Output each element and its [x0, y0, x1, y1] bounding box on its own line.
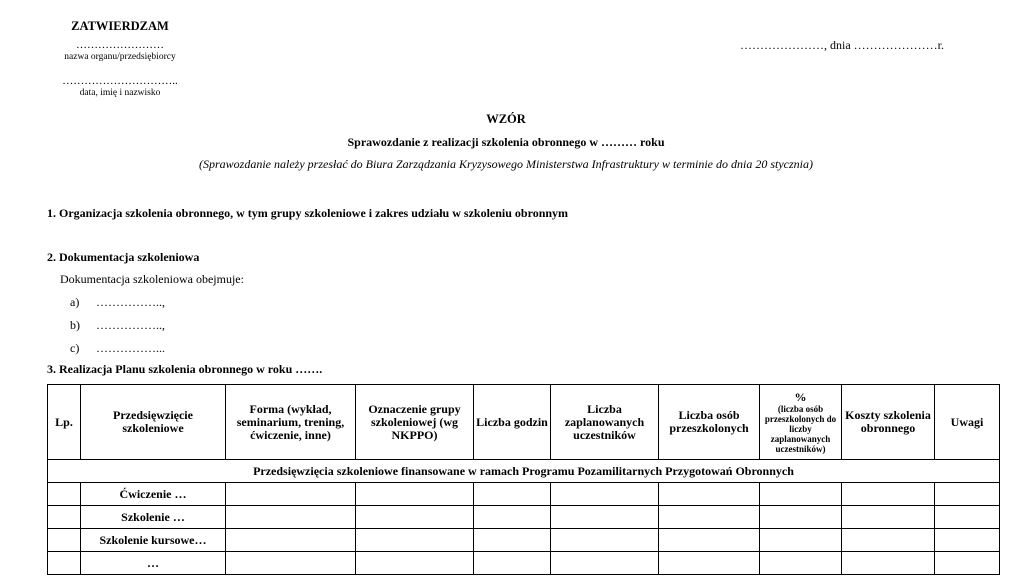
- table-row: [48, 552, 1000, 575]
- header-oznaczenie: Oznaczenie grupy szkoleniowej (wg NKPPO): [356, 385, 474, 460]
- table-cell: [474, 529, 551, 552]
- table-cell: [935, 483, 1000, 506]
- list-item-label: c): [70, 341, 80, 355]
- table-cell: [226, 552, 356, 575]
- table-cell: [842, 506, 935, 529]
- header-uwagi: Uwagi: [935, 385, 1000, 460]
- table-row: [48, 506, 1000, 529]
- table-cell: [226, 483, 356, 506]
- table-cell: [48, 552, 81, 575]
- list-item-text: ……………..,: [96, 318, 165, 332]
- row-label: …: [81, 552, 226, 575]
- list-item: [70, 318, 165, 333]
- table-cell: [551, 506, 659, 529]
- table-cell: [551, 483, 659, 506]
- table-cell: [760, 552, 842, 575]
- table-cell: [760, 483, 842, 506]
- table-cell: [842, 529, 935, 552]
- approval-block: [40, 18, 200, 99]
- row-label: Szkolenie kursowe…: [81, 529, 226, 552]
- date-dots: …………………………..: [62, 75, 178, 87]
- table-cell: [48, 529, 81, 552]
- list-item-text: ……………...: [96, 341, 165, 355]
- row-label: Szkolenie …: [81, 506, 226, 529]
- section-2-heading: 2. Dokumentacja szkoleniowa: [47, 250, 200, 264]
- table-cell: [356, 529, 474, 552]
- wzor-heading: WZÓR: [486, 112, 526, 126]
- section-row-label: Przedsięwzięcia szkoleniowe finansowane w ramach Programu Pozamilitarnych Przygotowań Obronnych: [48, 460, 1000, 483]
- list-item: [70, 295, 165, 310]
- table-cell: [226, 506, 356, 529]
- list-item-text: ……………..,: [96, 295, 165, 309]
- table-cell: [356, 483, 474, 506]
- date-label: data, imię i nazwisko: [79, 88, 161, 98]
- table-cell: [356, 506, 474, 529]
- list-item-label: a): [70, 295, 80, 309]
- organ-dots: ……………………: [76, 39, 164, 51]
- report-title: Sprawozdanie z realizacji szkolenia obronnego w ……… roku: [347, 135, 665, 149]
- header-liczba-przeszkolonych: Liczba osób przeszkolonych: [659, 385, 760, 460]
- table-cell: [760, 506, 842, 529]
- table-row: [48, 483, 1000, 506]
- table-cell: [935, 506, 1000, 529]
- header-procent-symbol: %: [794, 389, 807, 404]
- table-cell: [226, 529, 356, 552]
- table-cell: [659, 529, 760, 552]
- table-header-row: [48, 385, 1000, 460]
- table-row: [48, 529, 1000, 552]
- table-cell: [48, 506, 81, 529]
- table-cell: [474, 552, 551, 575]
- row-label: Ćwiczenie …: [81, 483, 226, 506]
- table-cell: [842, 483, 935, 506]
- table-cell: [659, 552, 760, 575]
- table-cell: [551, 552, 659, 575]
- section-3-heading: 3. Realizacja Planu szkolenia obronnego w roku …….: [47, 362, 323, 376]
- table-cell: [935, 552, 1000, 575]
- table-cell: [551, 529, 659, 552]
- header-forma: Forma (wykład, seminarium, trening, ćwiczenie, inne): [226, 385, 356, 460]
- approval-title: ZATWIERDZAM: [71, 19, 169, 33]
- report-note: (Sprawozdanie należy przesłać do Biura Zarządzania Kryzysowego Ministerstwa Infrastruktury w terminie do dnia 20 stycznia): [199, 157, 813, 171]
- table-cell: [935, 529, 1000, 552]
- table-cell: [474, 506, 551, 529]
- table-section-row: [48, 460, 1000, 483]
- header-procent: [760, 385, 842, 460]
- table-cell: [659, 506, 760, 529]
- list-item-label: b): [70, 318, 80, 332]
- table-cell: [659, 483, 760, 506]
- table-cell: [842, 552, 935, 575]
- header-lp: Lp.: [48, 385, 81, 460]
- organ-label: nazwa organu/przedsiębiorcy: [64, 52, 176, 62]
- table-cell: [760, 529, 842, 552]
- training-plan-table: [47, 384, 1000, 575]
- header-przedsiewziecie: Przedsięwzięcie szkoleniowe: [81, 385, 226, 460]
- header-procent-description: (liczba osób przeszkolonych do liczby zaplanowanych uczestników): [764, 403, 837, 454]
- table-cell: [48, 483, 81, 506]
- section-1-heading: 1. Organizacja szkolenia obronnego, w tym grupy szkoleniowe i zakres udziału w szkoleniu obronnym: [47, 206, 569, 220]
- header-koszty: Koszty szkolenia obronnego: [842, 385, 935, 460]
- list-item: [70, 341, 165, 356]
- header-liczba-zaplanowanych: Liczba zaplanowanych uczestników: [551, 385, 659, 460]
- place-date-line: …………………, dnia …………………r.: [740, 38, 944, 52]
- header-liczba-godzin: Liczba godzin: [474, 385, 551, 460]
- documentation-intro: Dokumentacja szkoleniowa obejmuje:: [60, 272, 244, 286]
- table-cell: [474, 483, 551, 506]
- table-cell: [356, 552, 474, 575]
